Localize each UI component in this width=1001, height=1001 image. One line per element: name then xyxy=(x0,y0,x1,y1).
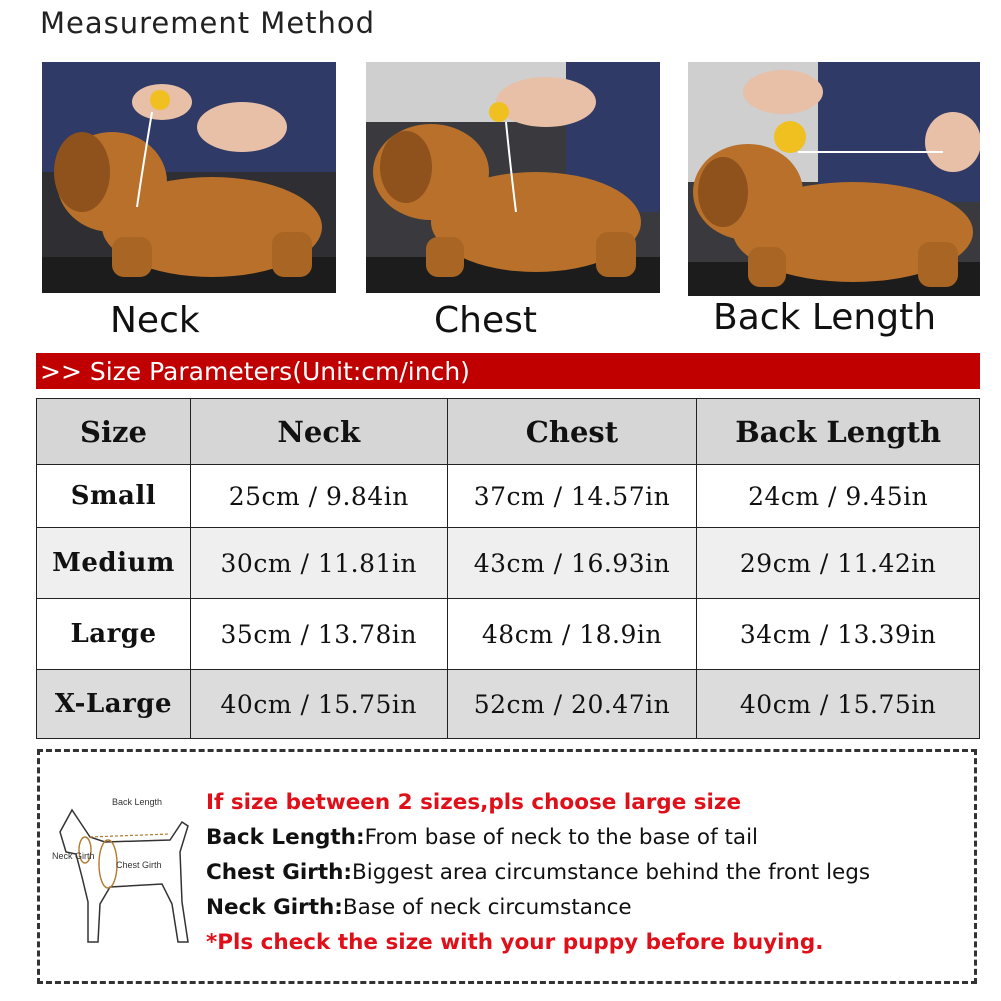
chest-measurement-photo xyxy=(366,62,660,293)
size-name: Large xyxy=(37,599,191,670)
neck-girth-note-text: Base of neck circumstance xyxy=(342,895,632,920)
header-neck: Neck xyxy=(190,399,447,465)
back-length-line xyxy=(90,834,170,837)
table-row xyxy=(37,465,980,528)
back-length-measurement-photo xyxy=(688,62,980,296)
caption-neck: Neck xyxy=(110,300,200,341)
neck-value: 25cm / 9.84in xyxy=(190,465,447,528)
caption-back-length: Back Length xyxy=(713,297,937,338)
chest-girth-note xyxy=(206,855,870,890)
caption-chest: Chest xyxy=(434,300,537,341)
dog-outline xyxy=(60,810,188,942)
size-tip: If size between 2 sizes,pls choose large size xyxy=(206,790,742,815)
diagram-label-chest-girth: Chest Girth xyxy=(116,860,162,870)
check-size-warning: *Pls check the size with your puppy before buying. xyxy=(206,930,824,955)
table-header-row xyxy=(37,399,980,465)
back-length-note-text: From base of neck to the base of tail xyxy=(364,825,759,850)
chest-value: 43cm / 16.93in xyxy=(447,528,697,599)
size-name: Medium xyxy=(37,528,191,599)
size-parameters-banner: >> Size Parameters(Unit:cm/inch) xyxy=(36,353,980,389)
neck-girth-note-label: Neck Girth: xyxy=(206,895,343,920)
size-name: X-Large xyxy=(37,670,191,739)
table-row xyxy=(37,670,980,739)
notes-text xyxy=(206,785,870,960)
back-length-value: 24cm / 9.45in xyxy=(697,465,980,528)
header-chest: Chest xyxy=(447,399,697,465)
diagram-label-neck-girth: Neck Girth xyxy=(52,851,95,861)
neck-value: 35cm / 13.78in xyxy=(190,599,447,670)
back-length-value: 34cm / 13.39in xyxy=(697,599,980,670)
back-length-value: 29cm / 11.42in xyxy=(697,528,980,599)
back-length-value: 40cm / 15.75in xyxy=(697,670,980,739)
chest-girth-note-label: Chest Girth: xyxy=(206,860,353,885)
page-heading: Measurement Method xyxy=(40,6,376,40)
size-name: Small xyxy=(37,465,191,528)
chest-value: 37cm / 14.57in xyxy=(447,465,697,528)
neck-value: 40cm / 15.75in xyxy=(190,670,447,739)
diagram-label-back-length: Back Length xyxy=(112,797,163,807)
table-row xyxy=(37,528,980,599)
neck-value: 30cm / 11.81in xyxy=(190,528,447,599)
header-size: Size xyxy=(37,399,191,465)
neck-girth-note xyxy=(206,890,870,925)
table-row xyxy=(37,599,980,670)
size-chart-table xyxy=(36,398,980,739)
chest-girth-note-text: Biggest area circumstance behind the front legs xyxy=(352,860,871,885)
chest-value: 48cm / 18.9in xyxy=(447,599,697,670)
dog-measurement-diagram xyxy=(50,792,200,952)
chest-value: 52cm / 20.47in xyxy=(447,670,697,739)
header-back-length: Back Length xyxy=(697,399,980,465)
neck-measurement-photo xyxy=(42,62,336,293)
back-length-note-label: Back Length: xyxy=(206,825,365,850)
back-length-note xyxy=(206,820,870,855)
